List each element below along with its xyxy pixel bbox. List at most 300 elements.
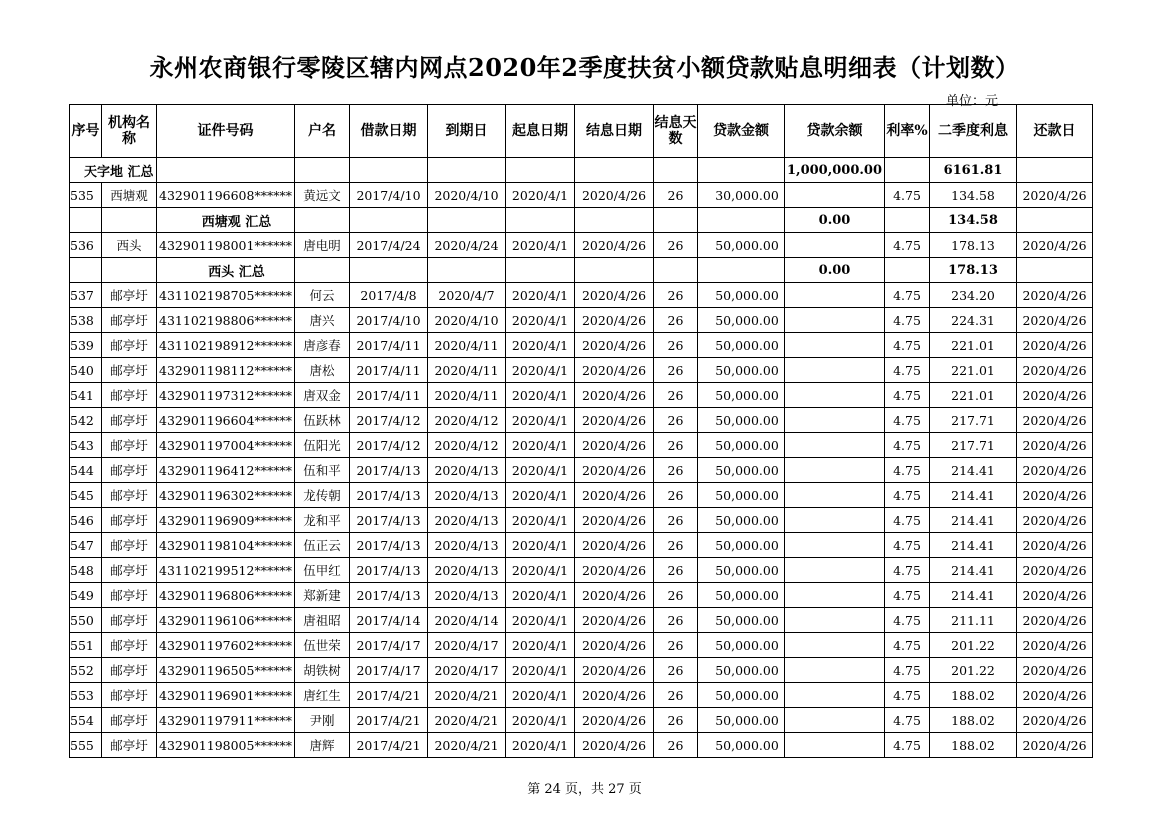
cell-balance <box>785 633 885 658</box>
cell-start-date: 2020/4/1 <box>506 283 575 308</box>
cell-rate: 4.75 <box>885 458 930 483</box>
cell-no: 537 <box>70 283 102 308</box>
cell-interest: 201.22 <box>930 658 1017 683</box>
cell-rate <box>885 208 930 233</box>
table-row <box>70 533 1093 558</box>
cell-id: 432901197911****** <box>157 708 295 733</box>
cell-amount <box>698 158 785 183</box>
cell-loan-date: 2017/4/12 <box>350 433 428 458</box>
cell-rate: 4.75 <box>885 558 930 583</box>
cell-due-date: 2020/4/21 <box>428 733 506 758</box>
cell-balance <box>785 683 885 708</box>
cell-id: 432901196106****** <box>157 608 295 633</box>
cell-due-date: 2020/4/17 <box>428 658 506 683</box>
cell-org: 邮亭圩 <box>102 558 157 583</box>
subtotal-row <box>70 208 1093 233</box>
cell-balance <box>785 508 885 533</box>
cell-loan-date: 2017/4/17 <box>350 658 428 683</box>
cell-rate: 4.75 <box>885 508 930 533</box>
cell-balance: 1,000,000.00 <box>785 158 885 183</box>
header-cell-name: 户名 <box>295 105 350 158</box>
cell-days <box>654 208 698 233</box>
cell-interest: 214.41 <box>930 533 1017 558</box>
cell-rate: 4.75 <box>885 483 930 508</box>
cell-amount: 50,000.00 <box>698 533 785 558</box>
subtotal-row <box>70 158 1093 183</box>
cell-balance <box>785 308 885 333</box>
cell-start-date: 2020/4/1 <box>506 233 575 258</box>
cell-end-date: 2020/4/26 <box>575 533 654 558</box>
cell-start-date: 2020/4/1 <box>506 608 575 633</box>
cell-id: 西头 汇总 <box>157 258 295 283</box>
cell-org: 天字地 汇总 <box>70 158 157 183</box>
cell-repay-date: 2020/4/26 <box>1017 533 1093 558</box>
cell-interest: 221.01 <box>930 358 1017 383</box>
cell-days: 26 <box>654 633 698 658</box>
cell-id: 432901196302****** <box>157 483 295 508</box>
table-header-row <box>70 105 1093 158</box>
header-cell-balance: 贷款余额 <box>785 105 885 158</box>
cell-end-date: 2020/4/26 <box>575 408 654 433</box>
cell-org: 邮亭圩 <box>102 383 157 408</box>
cell-end-date: 2020/4/26 <box>575 708 654 733</box>
cell-no: 546 <box>70 508 102 533</box>
cell-start-date: 2020/4/1 <box>506 433 575 458</box>
cell-rate: 4.75 <box>885 533 930 558</box>
table-row <box>70 333 1093 358</box>
cell-balance <box>785 483 885 508</box>
cell-amount: 50,000.00 <box>698 233 785 258</box>
cell-amount: 50,000.00 <box>698 408 785 433</box>
cell-repay-date: 2020/4/26 <box>1017 558 1093 583</box>
unit-label: 单位：元 <box>946 94 999 109</box>
header-cell-end-date: 结息日期 <box>575 105 654 158</box>
header-cell-repay-date: 还款日 <box>1017 105 1093 158</box>
table-row <box>70 658 1093 683</box>
header-cell-org: 机构名称 <box>102 105 157 158</box>
cell-no: 550 <box>70 608 102 633</box>
cell-end-date <box>575 208 654 233</box>
cell-start-date: 2020/4/1 <box>506 308 575 333</box>
cell-id: 西塘观 汇总 <box>157 208 295 233</box>
cell-days <box>654 258 698 283</box>
cell-amount: 50,000.00 <box>698 358 785 383</box>
cell-org <box>102 258 157 283</box>
table-row <box>70 558 1093 583</box>
cell-days: 26 <box>654 583 698 608</box>
cell-no: 545 <box>70 483 102 508</box>
cell-start-date <box>506 208 575 233</box>
cell-days: 26 <box>654 483 698 508</box>
cell-start-date: 2020/4/1 <box>506 458 575 483</box>
cell-repay-date: 2020/4/26 <box>1017 333 1093 358</box>
cell-days: 26 <box>654 508 698 533</box>
page-number: 第 24 页，共 27 页 <box>527 782 642 797</box>
cell-balance <box>785 733 885 758</box>
cell-balance <box>785 433 885 458</box>
cell-repay-date: 2020/4/26 <box>1017 308 1093 333</box>
cell-repay-date: 2020/4/26 <box>1017 358 1093 383</box>
cell-due-date <box>428 158 506 183</box>
cell-rate: 4.75 <box>885 383 930 408</box>
cell-start-date: 2020/4/1 <box>506 333 575 358</box>
cell-repay-date: 2020/4/26 <box>1017 433 1093 458</box>
cell-due-date <box>428 258 506 283</box>
cell-days: 26 <box>654 383 698 408</box>
cell-no: 536 <box>70 233 102 258</box>
table-row <box>70 458 1093 483</box>
cell-balance <box>785 658 885 683</box>
table-row <box>70 433 1093 458</box>
cell-interest: 188.02 <box>930 733 1017 758</box>
cell-days: 26 <box>654 458 698 483</box>
cell-end-date <box>575 158 654 183</box>
cell-start-date: 2020/4/1 <box>506 558 575 583</box>
cell-org: 邮亭圩 <box>102 433 157 458</box>
cell-id: 432901196604****** <box>157 408 295 433</box>
cell-start-date: 2020/4/1 <box>506 633 575 658</box>
cell-end-date: 2020/4/26 <box>575 583 654 608</box>
cell-no: 544 <box>70 458 102 483</box>
cell-due-date: 2020/4/11 <box>428 358 506 383</box>
cell-loan-date: 2017/4/12 <box>350 408 428 433</box>
cell-rate: 4.75 <box>885 583 930 608</box>
cell-org: 邮亭圩 <box>102 308 157 333</box>
cell-start-date: 2020/4/1 <box>506 583 575 608</box>
cell-balance <box>785 233 885 258</box>
cell-start-date: 2020/4/1 <box>506 533 575 558</box>
cell-start-date <box>506 258 575 283</box>
cell-loan-date: 2017/4/11 <box>350 333 428 358</box>
cell-balance <box>785 283 885 308</box>
cell-end-date: 2020/4/26 <box>575 308 654 333</box>
cell-days: 26 <box>654 283 698 308</box>
cell-repay-date: 2020/4/26 <box>1017 233 1093 258</box>
cell-days: 26 <box>654 708 698 733</box>
cell-rate: 4.75 <box>885 283 930 308</box>
cell-start-date: 2020/4/1 <box>506 683 575 708</box>
cell-due-date: 2020/4/21 <box>428 708 506 733</box>
cell-loan-date: 2017/4/21 <box>350 683 428 708</box>
cell-no: 541 <box>70 383 102 408</box>
cell-repay-date: 2020/4/26 <box>1017 733 1093 758</box>
cell-org: 邮亭圩 <box>102 683 157 708</box>
cell-loan-date: 2017/4/13 <box>350 558 428 583</box>
cell-name: 龙和平 <box>295 508 350 533</box>
cell-start-date: 2020/4/1 <box>506 658 575 683</box>
cell-id: 432901196901****** <box>157 683 295 708</box>
table-row <box>70 583 1093 608</box>
cell-org: 邮亭圩 <box>102 333 157 358</box>
table-row <box>70 308 1093 333</box>
cell-balance <box>785 408 885 433</box>
cell-due-date: 2020/4/12 <box>428 433 506 458</box>
cell-repay-date: 2020/4/26 <box>1017 608 1093 633</box>
table-row <box>70 233 1093 258</box>
cell-end-date: 2020/4/26 <box>575 458 654 483</box>
cell-rate: 4.75 <box>885 683 930 708</box>
cell-no: 552 <box>70 658 102 683</box>
cell-interest: 217.71 <box>930 433 1017 458</box>
cell-interest: 6161.81 <box>930 158 1017 183</box>
cell-loan-date: 2017/4/8 <box>350 283 428 308</box>
cell-name: 尹刚 <box>295 708 350 733</box>
cell-org: 邮亭圩 <box>102 583 157 608</box>
cell-org: 邮亭圩 <box>102 733 157 758</box>
cell-repay-date <box>1017 258 1093 283</box>
cell-no: 548 <box>70 558 102 583</box>
cell-id: 431102198806****** <box>157 308 295 333</box>
cell-name: 黄远文 <box>295 183 350 208</box>
cell-name: 伍和平 <box>295 458 350 483</box>
cell-org: 邮亭圩 <box>102 658 157 683</box>
cell-id: 432901196412****** <box>157 458 295 483</box>
cell-days: 26 <box>654 183 698 208</box>
cell-interest: 201.22 <box>930 633 1017 658</box>
cell-days: 26 <box>654 608 698 633</box>
cell-end-date: 2020/4/26 <box>575 558 654 583</box>
cell-org: 邮亭圩 <box>102 483 157 508</box>
cell-rate <box>885 158 930 183</box>
cell-days: 26 <box>654 233 698 258</box>
cell-id: 432901196909****** <box>157 508 295 533</box>
header-cell-interest: 二季度利息 <box>930 105 1017 158</box>
cell-balance: 0.00 <box>785 258 885 283</box>
cell-loan-date: 2017/4/21 <box>350 708 428 733</box>
cell-start-date: 2020/4/1 <box>506 708 575 733</box>
cell-interest: 224.31 <box>930 308 1017 333</box>
table-row <box>70 508 1093 533</box>
cell-end-date: 2020/4/26 <box>575 183 654 208</box>
cell-interest: 214.41 <box>930 583 1017 608</box>
cell-org: 邮亭圩 <box>102 508 157 533</box>
cell-amount: 50,000.00 <box>698 383 785 408</box>
cell-due-date: 2020/4/10 <box>428 308 506 333</box>
cell-start-date: 2020/4/1 <box>506 508 575 533</box>
cell-interest: 221.01 <box>930 383 1017 408</box>
cell-loan-date: 2017/4/13 <box>350 508 428 533</box>
cell-name: 郑新建 <box>295 583 350 608</box>
cell-name <box>295 158 350 183</box>
table-body <box>70 105 1093 758</box>
cell-no: 538 <box>70 308 102 333</box>
cell-rate: 4.75 <box>885 658 930 683</box>
header-cell-rate: 利率% <box>885 105 930 158</box>
cell-amount: 50,000.00 <box>698 308 785 333</box>
cell-no: 547 <box>70 533 102 558</box>
cell-id: 432901197312****** <box>157 383 295 408</box>
cell-end-date: 2020/4/26 <box>575 433 654 458</box>
cell-loan-date: 2017/4/17 <box>350 633 428 658</box>
cell-amount: 30,000.00 <box>698 183 785 208</box>
table-row <box>70 358 1093 383</box>
cell-loan-date: 2017/4/24 <box>350 233 428 258</box>
cell-loan-date: 2017/4/11 <box>350 358 428 383</box>
cell-end-date <box>575 258 654 283</box>
cell-balance <box>785 583 885 608</box>
cell-rate: 4.75 <box>885 733 930 758</box>
cell-repay-date: 2020/4/26 <box>1017 708 1093 733</box>
cell-loan-date: 2017/4/21 <box>350 733 428 758</box>
cell-days: 26 <box>654 308 698 333</box>
cell-interest: 214.41 <box>930 558 1017 583</box>
table-row <box>70 683 1093 708</box>
cell-repay-date: 2020/4/26 <box>1017 683 1093 708</box>
cell-interest: 178.13 <box>930 258 1017 283</box>
table-row <box>70 383 1093 408</box>
cell-name <box>295 258 350 283</box>
cell-days: 26 <box>654 683 698 708</box>
cell-due-date: 2020/4/13 <box>428 533 506 558</box>
cell-interest: 178.13 <box>930 233 1017 258</box>
cell-due-date: 2020/4/10 <box>428 183 506 208</box>
cell-name: 唐彦春 <box>295 333 350 358</box>
cell-name <box>295 208 350 233</box>
header-cell-days: 结息天数 <box>654 105 698 158</box>
table-row <box>70 708 1093 733</box>
cell-loan-date: 2017/4/10 <box>350 183 428 208</box>
cell-end-date: 2020/4/26 <box>575 333 654 358</box>
cell-amount: 50,000.00 <box>698 458 785 483</box>
cell-days: 26 <box>654 558 698 583</box>
cell-due-date: 2020/4/21 <box>428 683 506 708</box>
cell-org: 邮亭圩 <box>102 708 157 733</box>
cell-interest: 188.02 <box>930 708 1017 733</box>
cell-rate: 4.75 <box>885 358 930 383</box>
cell-due-date: 2020/4/7 <box>428 283 506 308</box>
cell-end-date: 2020/4/26 <box>575 608 654 633</box>
header-cell-id: 证件号码 <box>157 105 295 158</box>
cell-id <box>157 158 295 183</box>
table-row <box>70 483 1093 508</box>
cell-no: 551 <box>70 633 102 658</box>
cell-rate: 4.75 <box>885 333 930 358</box>
cell-end-date: 2020/4/26 <box>575 283 654 308</box>
cell-balance <box>785 333 885 358</box>
cell-id: 432901196505****** <box>157 658 295 683</box>
cell-repay-date: 2020/4/26 <box>1017 183 1093 208</box>
cell-repay-date: 2020/4/26 <box>1017 633 1093 658</box>
cell-due-date: 2020/4/11 <box>428 383 506 408</box>
header-cell-no: 序号 <box>70 105 102 158</box>
cell-days: 26 <box>654 408 698 433</box>
cell-id: 431102198912****** <box>157 333 295 358</box>
cell-name: 何云 <box>295 283 350 308</box>
cell-rate: 4.75 <box>885 708 930 733</box>
cell-days: 26 <box>654 358 698 383</box>
cell-loan-date: 2017/4/10 <box>350 308 428 333</box>
cell-amount: 50,000.00 <box>698 433 785 458</box>
cell-name: 唐松 <box>295 358 350 383</box>
cell-balance <box>785 358 885 383</box>
cell-name: 唐兴 <box>295 308 350 333</box>
cell-repay-date: 2020/4/26 <box>1017 583 1093 608</box>
cell-due-date: 2020/4/13 <box>428 583 506 608</box>
cell-id: 431102198705****** <box>157 283 295 308</box>
cell-name: 伍正云 <box>295 533 350 558</box>
cell-interest: 221.01 <box>930 333 1017 358</box>
cell-loan-date <box>350 208 428 233</box>
cell-org: 邮亭圩 <box>102 608 157 633</box>
table-row <box>70 408 1093 433</box>
cell-start-date: 2020/4/1 <box>506 483 575 508</box>
cell-balance <box>785 458 885 483</box>
cell-amount: 50,000.00 <box>698 483 785 508</box>
cell-loan-date <box>350 158 428 183</box>
cell-end-date: 2020/4/26 <box>575 358 654 383</box>
cell-no: 535 <box>70 183 102 208</box>
cell-end-date: 2020/4/26 <box>575 508 654 533</box>
cell-name: 伍阳光 <box>295 433 350 458</box>
cell-rate: 4.75 <box>885 608 930 633</box>
cell-end-date: 2020/4/26 <box>575 633 654 658</box>
cell-id: 432901196608****** <box>157 183 295 208</box>
cell-org <box>102 208 157 233</box>
cell-org: 西头 <box>102 233 157 258</box>
cell-loan-date: 2017/4/13 <box>350 533 428 558</box>
cell-org: 邮亭圩 <box>102 533 157 558</box>
cell-end-date: 2020/4/26 <box>575 658 654 683</box>
cell-amount: 50,000.00 <box>698 683 785 708</box>
cell-days: 26 <box>654 333 698 358</box>
cell-no: 554 <box>70 708 102 733</box>
cell-rate <box>885 258 930 283</box>
cell-no: 542 <box>70 408 102 433</box>
cell-start-date: 2020/4/1 <box>506 733 575 758</box>
cell-start-date: 2020/4/1 <box>506 408 575 433</box>
cell-due-date: 2020/4/13 <box>428 508 506 533</box>
cell-name: 唐辉 <box>295 733 350 758</box>
cell-amount: 50,000.00 <box>698 708 785 733</box>
cell-loan-date: 2017/4/13 <box>350 583 428 608</box>
table-row <box>70 633 1093 658</box>
subtotal-row <box>70 258 1093 283</box>
cell-interest: 134.58 <box>930 183 1017 208</box>
cell-balance <box>785 533 885 558</box>
table-row <box>70 608 1093 633</box>
cell-name: 龙传朝 <box>295 483 350 508</box>
cell-amount: 50,000.00 <box>698 508 785 533</box>
cell-amount: 50,000.00 <box>698 658 785 683</box>
cell-balance <box>785 708 885 733</box>
cell-rate: 4.75 <box>885 183 930 208</box>
cell-name: 胡铁树 <box>295 658 350 683</box>
cell-no <box>70 208 102 233</box>
cell-rate: 4.75 <box>885 408 930 433</box>
cell-repay-date: 2020/4/26 <box>1017 483 1093 508</box>
cell-days <box>654 158 698 183</box>
cell-days: 26 <box>654 733 698 758</box>
cell-rate: 4.75 <box>885 633 930 658</box>
cell-balance <box>785 383 885 408</box>
header-cell-amount: 贷款金额 <box>698 105 785 158</box>
cell-end-date: 2020/4/26 <box>575 483 654 508</box>
cell-amount: 50,000.00 <box>698 283 785 308</box>
cell-no: 543 <box>70 433 102 458</box>
cell-name: 唐电明 <box>295 233 350 258</box>
cell-balance <box>785 183 885 208</box>
cell-due-date: 2020/4/13 <box>428 458 506 483</box>
cell-amount: 50,000.00 <box>698 633 785 658</box>
cell-interest: 211.11 <box>930 608 1017 633</box>
cell-balance <box>785 608 885 633</box>
cell-org: 邮亭圩 <box>102 283 157 308</box>
cell-loan-date <box>350 258 428 283</box>
cell-days: 26 <box>654 658 698 683</box>
cell-interest: 217.71 <box>930 408 1017 433</box>
cell-no: 553 <box>70 683 102 708</box>
cell-start-date <box>506 158 575 183</box>
